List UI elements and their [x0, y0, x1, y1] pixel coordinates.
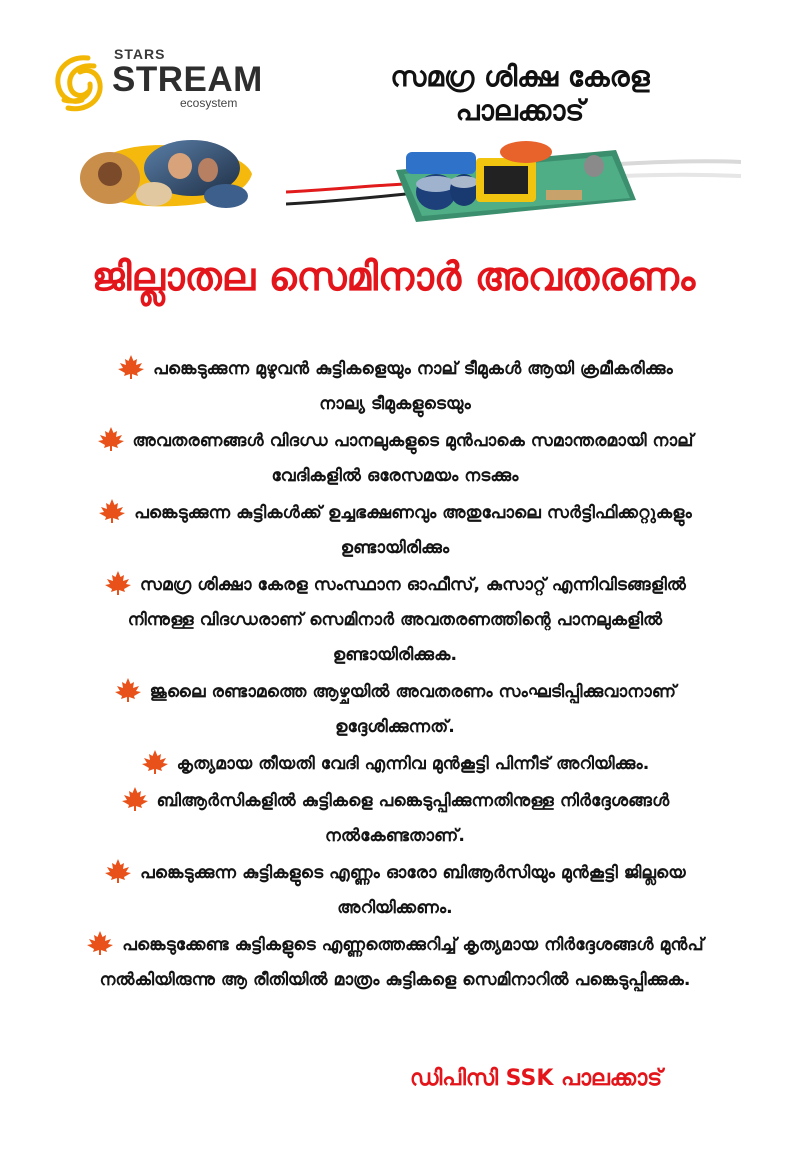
stream-logo-mark-icon	[48, 50, 110, 116]
seminar-title: ജില്ലാതല സെമിനാർ അവതരണം	[91, 255, 696, 300]
list-item-text: നിന്നുള്ള വിദഗ്ധരാണ് സെമിനാർ അവതരണത്തിന്റെ പാനലുകളിൽ	[127, 610, 663, 630]
instructions-list	[40, 352, 750, 1000]
organization-header	[290, 60, 750, 128]
maple-leaf-icon	[114, 677, 142, 703]
org-district-line: പാലക്കാട്	[455, 94, 585, 127]
list-item-text: പങ്കെടുക്കുന്ന മുഴുവൻ കുട്ടികളെയും നാല് ടീമുകൾ ആയി ക്രമീകരിക്കും	[153, 359, 673, 379]
maple-leaf-icon	[121, 786, 149, 812]
list-item-text: ജൂലൈ രണ്ടാമത്തെ ആഴ്ചയിൽ അവതരണം സംഘടിപ്പിക്കുവാനാണ്	[149, 682, 677, 702]
list-item-text: പങ്കെടുക്കുന്ന കുട്ടികളുടെ എണ്ണം ഓരോ ബിആർസിയും മുൻകൂട്ടി ജില്ലയെ	[140, 863, 686, 883]
list-item	[40, 352, 750, 422]
list-item	[40, 747, 750, 782]
list-item	[40, 675, 750, 745]
maple-leaf-icon	[97, 426, 125, 452]
list-item	[40, 496, 750, 566]
list-item-text: പങ്കെടുക്കേണ്ട കുട്ടികളുടെ എണ്ണത്തെക്കുറിച്ച് കൃത്യമായ നിർദ്ദേശങ്ങൾ മുൻപ്	[122, 935, 704, 955]
list-item-text: സമഗ്ര ശിക്ഷാ കേരള സംസ്ഥാന ഓഫീസ്, കുസാറ്റ് എന്നിവിടങ്ങളിൽ	[139, 575, 687, 595]
maple-leaf-icon	[104, 858, 132, 884]
logo-stream-text: STREAM	[112, 60, 263, 99]
logo-stars-text: STARS	[114, 46, 166, 62]
maple-leaf-icon	[141, 749, 169, 775]
list-item-text: നൽകിയിരുന്നു ആ രീതിയിൽ മാത്രം കുട്ടികളെ സെമിനാറിൽ പങ്കെടുപ്പിക്കുക.	[99, 970, 691, 990]
circuit-board-image	[286, 140, 741, 226]
list-item-text: അവതരണങ്ങൾ വിദഗ്ധ പാനലുകളുടെ മുൻപാകെ സമാന്തരമായി നാല്	[132, 431, 694, 451]
list-item-text: ബിആർസികളിൽ കുട്ടികളെ പങ്കെടുപ്പിക്കുന്നതിനുള്ള നിർദ്ദേശങ്ങൾ	[156, 791, 670, 811]
list-item-text: നൽകേണ്ടതാണ്.	[325, 826, 465, 846]
list-item	[40, 856, 750, 926]
list-item-text: നാല്യ ടീമുകളുടെയും	[319, 394, 471, 414]
list-item	[40, 568, 750, 673]
list-item-text: ഉണ്ടായിരിക്കുക.	[332, 645, 458, 665]
maple-leaf-icon	[117, 354, 145, 380]
stars-stream-logo	[48, 40, 268, 120]
signature-dpc-ssk: ഡിപിസി SSK പാലക്കാട്	[410, 1066, 663, 1091]
maple-leaf-icon	[98, 498, 126, 524]
list-item-text: കൃത്യമായ തീയതി വേദി എന്നിവ മുൻകൂട്ടി പിന്നീട് അറിയിക്കും.	[176, 754, 650, 774]
list-item-text: അറിയിക്കണം.	[337, 898, 453, 918]
org-name-line: സമഗ്ര ശിക്ഷ കേരള	[390, 60, 650, 93]
list-item-text: പങ്കെടുക്കുന്ന കുട്ടികൾക്ക് ഉച്ചഭക്ഷണവും അതുപോലെ സർട്ടിഫിക്കറ്റുകളും	[134, 503, 692, 523]
students-photo-collage	[76, 138, 254, 210]
list-item	[40, 784, 750, 854]
list-item-text: വേദികളിൽ ഒരേസമയം നടക്കും	[271, 466, 519, 486]
list-item	[40, 928, 750, 998]
maple-leaf-icon	[104, 570, 132, 596]
list-item-text: ഉദ്ദേശിക്കുന്നത്.	[335, 717, 455, 737]
maple-leaf-icon	[86, 930, 114, 956]
logo-ecosystem-text: ecosystem	[180, 96, 238, 110]
list-item	[40, 424, 750, 494]
list-item-text: ഉണ്ടായിരിക്കും	[340, 538, 450, 558]
